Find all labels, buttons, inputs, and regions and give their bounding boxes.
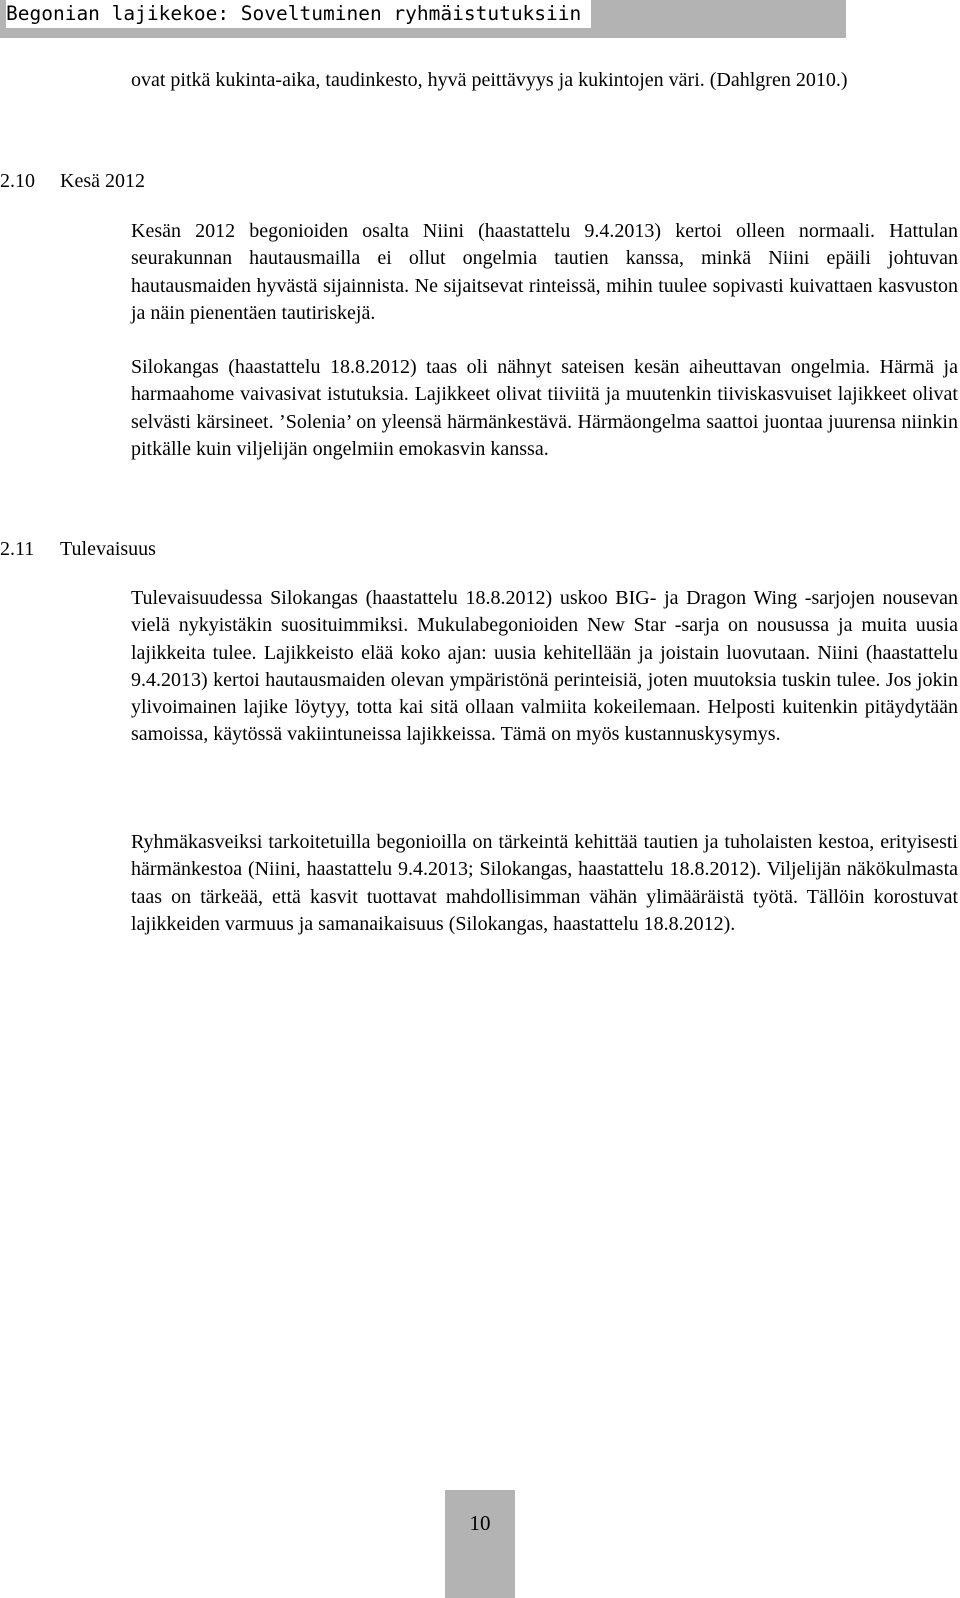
body-paragraph: Kesän 2012 begonioiden osalta Niini (haastattelu 9.4.2013) kertoi olleen normaali. Hattulan seurakunnan hautausmailla ei ollut ongelmia tautien kanssa, minkä Niini epäili johtuvan hautausmaiden hyvästä sijainnista. Ne sijaitsevat rinteissä, mihin tuulee sopivasti kuivattaen kasvuston ja näin pienentäen tautiriskejä. xyxy=(131,220,958,324)
running-header xyxy=(0,0,846,38)
section-title: Tulevaisuus xyxy=(60,538,156,560)
section-title: Kesä 2012 xyxy=(60,170,145,192)
page-number: 10 xyxy=(469,1511,491,1535)
body-paragraph: Tulevaisuudessa Silokangas (haastattelu 18.8.2012) uskoo BIG- ja Dragon Wing -sarjojen nousevan vielä nykyistäkin suosituimmiksi. Mukulabegonioiden New Star -sarja on nousussa ja muita uusia lajikkeita tulee. Lajikkeisto elää koko ajan: uusia kehitellään ja joistain luovutaan. Niini (haastattelu 9.4.2013) kertoi hautausmaiden olevan ympäristönä perinteisiä, joten muutoksia tuskin tulee. Jos jokin ylivoimainen lajike löytyy, totta kai sitä ollaan valmiita kokeilemaan. Helposti kuitenkin pitäydytään samoissa, käytössä vakiintuneissa lajikkeissa. Tämä on myös kustannuskysymys. xyxy=(131,587,958,746)
page-footer xyxy=(445,1490,515,1598)
body-paragraph: Silokangas (haastattelu 18.8.2012) taas oli nähnyt sateisen kesän aiheuttavan ongelmia. Härmä ja harmaahome vaivasivat istutuksia. Lajikkeet olivat tiiviitä ja muutenkin tiiviskasvuiset lajikkeet olivat selvästi kärsineet. ’Solenia’ on yleensä härmänkestävä. Härmäongelma saattoi juontaa juurensa niinkin pitkälle kuin viljelijän ongelmiin emokasvin kanssa. xyxy=(131,356,958,460)
section-number: 2.11 xyxy=(0,538,35,560)
intro-paragraph: ovat pitkä kukinta-aika, taudinkesto, hyvä peittävyys ja kukintojen väri. (Dahlgren 2010.) xyxy=(131,69,848,91)
section-number: 2.10 xyxy=(0,170,35,192)
body-paragraph: Ryhmäkasveiksi tarkoitetuilla begonioilla on tärkeintä kehittää tautien ja tuholaisten kestoa, erityisesti härmänkestoa (Niini, haastattelu 9.4.2013; Silokangas, haastattelu 18.8.2012). Viljelijän näkökulmasta taas on tärkeää, että kasvit tuottavat mahdollisimman vähän ylimääräistä työtä. Tällöin korostuvat lajikkeiden varmuus ja samanaikaisuus (Silokangas, haastattelu 18.8.2012). xyxy=(131,831,958,935)
running-header-title: Begonian lajikekoe: Soveltuminen ryhmäistutuksiin xyxy=(6,0,591,28)
section-heading-2-11 xyxy=(0,535,156,563)
section-heading-2-10 xyxy=(0,167,145,195)
